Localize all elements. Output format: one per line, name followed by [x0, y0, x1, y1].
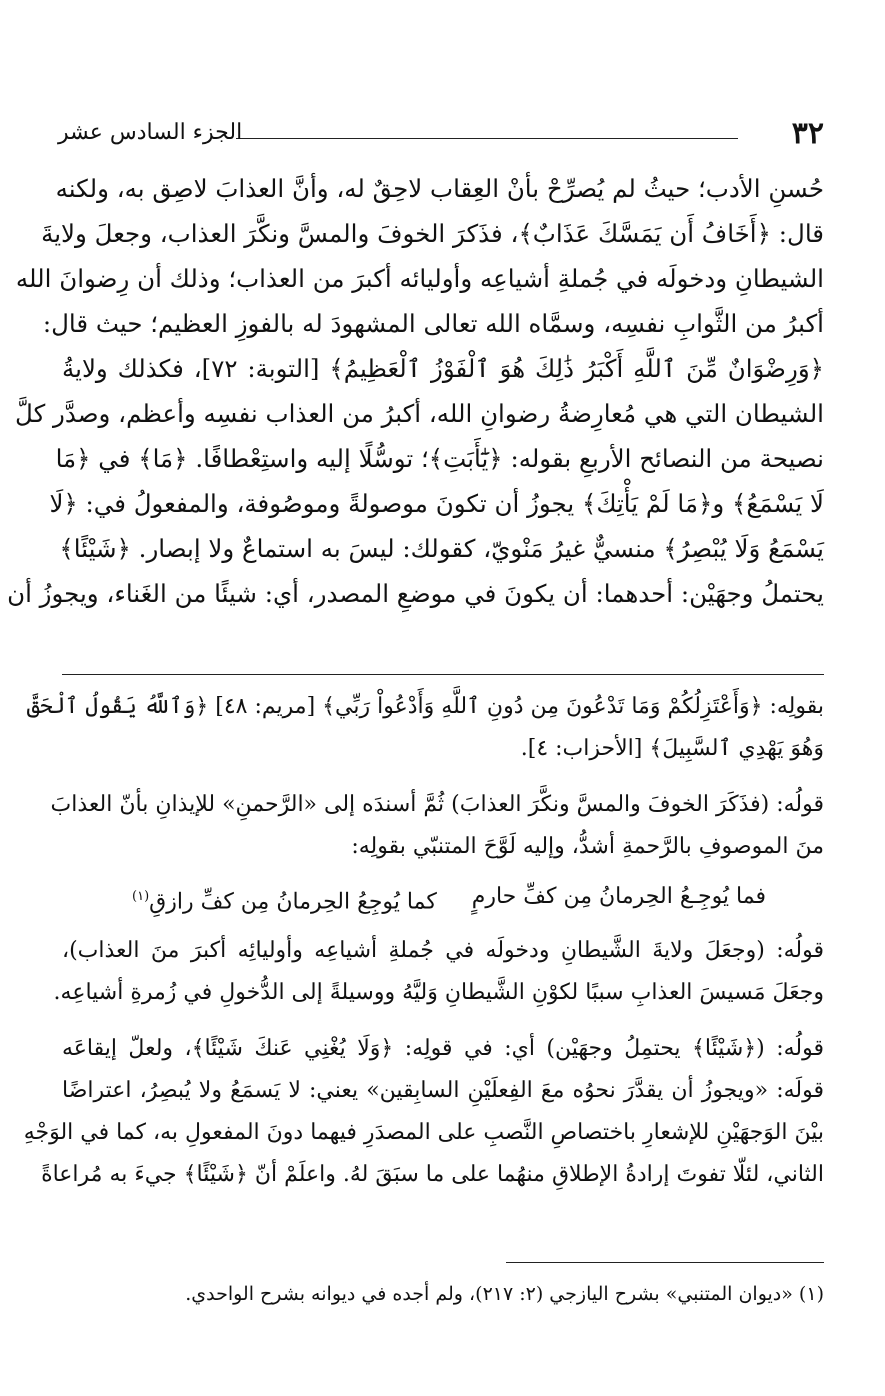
page-number: ٣٢ [791, 116, 824, 151]
commentary [23, 686, 824, 1210]
text-line: حُسنِ الأدب؛ حيثُ لم يُصرِّحْ بأنْ العِقاب لاحِقٌ له، وأنَّ العذابَ لاصِق به، ولكنه [55, 174, 824, 203]
footnote-marker: (١) [132, 889, 150, 904]
text-line: وَهُوَ يَهْدِي ٱلسَّبِيلَ﴾ [الأحزاب: ٤]. [520, 736, 824, 761]
text-line: قال: ﴿أَخَافُ أَن يَمَسَّكَ عَذَابٌ﴾، فذَكرَ الخوفَ والمسَّ ونكَّرَ العذاب، وجعلَ ولايةَ [41, 219, 824, 248]
commentary-paragraph [53, 930, 824, 1014]
commentary-paragraph [50, 784, 824, 868]
footnote: (١) «ديوان المتنبي» بشرح اليازجي (٢: ٢١٧)، ولم أجده في ديوانه بشرح الواحدي. [185, 1283, 824, 1305]
text-line: يحتملُ وجهَيْن: أحدهما: أن يكونَ في موضعِ المصدر، أي: شيئًا من الغَناء، ويجوزُ أن [7, 579, 824, 608]
text-line: أكبرُ من الثَّوابِ نفسِه، وسمَّاه الله تعالى المشهودَ له بالفوزِ العظيم؛ حيث قال: [42, 309, 824, 338]
commentary-paragraph [23, 1028, 824, 1196]
text-line: الشيطانِ ودخولَه في جُملةِ أشياعِه وأوليائه أكبرَ من العذاب؛ وذلك أن رِضوانَ الله [15, 264, 824, 293]
main-text [7, 166, 825, 616]
text-line: بيْنَ الوَجهَيْنِ للإشعارِ باختصاصِ النَّصبِ على المصدَرِ فيهما دونَ المفعولِ به، كما في الوَجْهِ [23, 1120, 824, 1145]
poem-verse [62, 872, 824, 922]
text-line: نصيحة من النصائح الأربعِ بقوله: ﴿يَٰٓأَبَتِ﴾؛ توسُّلًا إليه واستِعْطافًا. ﴿مَا﴾ في ﴿مَا [55, 444, 824, 473]
text-line: بقولِه: ﴿وَأَعْتَزِلُكُمْ وَمَا تَدْعُونَ مِن دُونِ ٱللَّهِ وَأَدْعُواْ رَبِّي﴾ [مريم: ٤٨] ﴿وَٱللَّهُ يَقُولُ ٱلْحَقَّ [26, 694, 824, 719]
text-line: منَ الموصوفِ بالرَّحمةِ أشدُّ، وإليه لَوَّحَ المتنبّي بقولِه: [351, 834, 824, 859]
poem-hemistich-left [132, 872, 437, 922]
text-line: يَسْمَعُ وَلَا يُبْصِرُ﴾ منسيٌّ غيرُ مَنْويّ، كقولك: ليسَ به استماعٌ ولا إبصار. ﴿شَيْئًا﴾ [59, 534, 824, 563]
running-title: الجزء السادس عشر [58, 120, 243, 145]
text-line: الشيطان التي هي مُعارِضةُ رضوانِ الله، أكبرُ من العذاب نفسِه وأعظم، وصدَّر كلَّ [15, 399, 824, 428]
footnote-rule [506, 1262, 824, 1263]
text-line: قولُه: (وجعَلَ ولايةَ الشَّيطانِ ودخولَه في جُملةِ أشياعِه وأوليائِه أكبرَ منَ العذاب)، [62, 938, 824, 963]
text-line: قولَه: «ويجوزُ أن يقدَّرَ نحوُه معَ الفِعلَيْنِ السابِقين» يعني: لا يَسمَعُ ولا يُبصِرُ، اعتراضًا [62, 1078, 824, 1103]
poem-hemistich-right: فما يُوجِـعُ الحِرمانُ مِن كفِّ حارمٍ [471, 884, 766, 909]
text-line: وجعَلَ مَسيسَ العذابِ سببًا لكوْنِ الشَّيطانِ وَليَّهُ ووسيلةً إلى الدُّخولِ في زُمرةِ أشياعِه. [53, 980, 824, 1005]
commentary-paragraph [26, 686, 824, 770]
text-line: لَا يَسْمَعُ﴾ و﴿مَا لَمْ يَأْتِكَ﴾ يجوزُ أن تكونَ موصولةً وموصُوفة، والمفعولُ في: ﴿لَا [49, 489, 824, 518]
text-line: ﴿وَرِضْوَانٌ مِّنَ ٱللَّهِ أَكْبَرُ ذَٰلِكَ هُوَ ٱلْفَوْزُ ٱلْعَظِيمُ﴾ [التوبة: ٧٢]، فكذلك ولايةُ [62, 354, 825, 383]
section-divider [62, 674, 824, 675]
text-line: قولُه: (فذَكَرَ الخوفَ والمسَّ ونكَّرَ العذابَ) ثُمَّ أسندَه إلى «الرَّحمنِ» للإيذانِ بأنّ العذابَ [50, 792, 824, 817]
page-header [58, 116, 824, 156]
text-line: الثاني، لئلّا تفوتَ إرادةُ الإطلاقِ منهُما على ما سبَقَ لهُ. واعلَمْ أنّ ﴿شَيْئًا﴾ جيءَ به مُراعاةً [41, 1162, 824, 1187]
text-line: قولُه: (﴿شَيْئًا﴾ يحتمِلُ وجهَيْن) أي: في قولِه: ﴿وَلَا يُغْنِي عَنكَ شَيْئًا﴾، ولعلّ إيقاعَه [62, 1036, 824, 1061]
poem-hemistich-left-text: كما يُوجِعُ الحِرمانُ مِن كفِّ رازقِ [149, 889, 437, 915]
header-rule [236, 138, 738, 139]
